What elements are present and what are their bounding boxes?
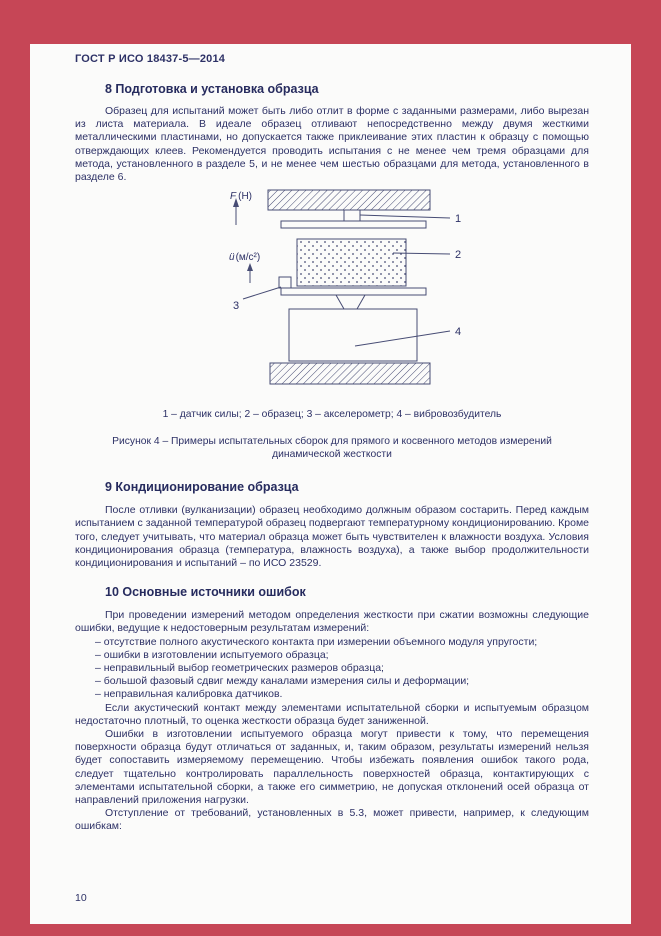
exciter-adapter — [336, 295, 365, 309]
list-item: – неправильный выбор геометрических размеров образца; — [95, 662, 384, 675]
callout-line-1 — [360, 215, 450, 218]
vibration-exciter — [289, 309, 417, 361]
specimen — [297, 239, 406, 286]
figure-legend: 1 – датчик силы; 2 – образец; 3 – акселерометр; 4 – вибровозбудитель — [162, 409, 502, 421]
test-assembly-drawing — [223, 188, 485, 396]
document-page — [30, 44, 631, 924]
section-10-paragraph-3: Ошибки в изготовлении испытуемого образца могут привести к тому, что перемещения поверхности образца будут отличаться от заданных, и, таким образом, результаты измерений нельзя будет сопоставить измеряемому перемещению. Чтобы избежать появления ошибок такого рода, следует тщательно контролировать параллельность поверхностей образца, контактирующих с элементами испытательной сборки, а также его симметрию, не допуская отклонений осей образца от направлений приложения нагрузки. — [75, 728, 589, 807]
section-9-paragraph: После отливки (вулканизации) образец необходимо должным образом состарить. Перед каждым испытанием с заданной температурой образец подвергают температурному кондиционированию. Кроме того, следует учитывать, что материал образца может быть чувствителен к влажности воздуха. Условия кондиционирования образца (температура, влажность воздуха), а также выбор продолжительности кондиционирования и испытаний – по ИСО 23529. — [75, 504, 589, 570]
section-8-title: 8 Подготовка и установка образца — [105, 82, 319, 96]
list-item: – ошибки в изготовлении испытуемого образца; — [95, 648, 329, 661]
force-sensor — [344, 210, 360, 221]
list-item: – неправильная калибровка датчиков. — [95, 688, 283, 701]
section-10-paragraph-1: При проведении измерений методом определения жесткости при сжатии возможны следующие ошибки, ведущие к недостоверным результатам измерений: — [75, 609, 589, 635]
doc-header: ГОСТ Р ИСО 18437-5—2014 — [75, 53, 226, 65]
callout-2: 2 — [455, 249, 462, 262]
callout-1: 1 — [455, 213, 462, 226]
section-9-title: 9 Кондиционирование образца — [105, 480, 299, 495]
top-plate — [281, 221, 426, 228]
section-10-paragraph-4: Отступление от требований, установленных в 5.3, может привести, например, к следующим ошибкам: — [75, 807, 589, 833]
list-item: – большой фазовый сдвиг между каналами измерения силы и деформации; — [95, 675, 470, 688]
callout-4: 4 — [455, 326, 462, 339]
acceleration-arrow — [247, 263, 253, 283]
section-10-title: 10 Основные источники ошибок — [105, 585, 306, 600]
section-8-paragraph: Образец для испытаний может быть либо отлит в форме с заданными размерами, либо вырезан из листа материала. В идеале образец отливают непосредственно между двумя жесткими металлическими пластинами, но допускается также приклеивание этих пластин к образцу с помощью отверждающих клеев. Рекомендуется проводить испытания с не менее чем тремя образцами для метода, установленного в разделе 5, и не менее чем шестью образцами для метода, установленного в разделе 6. — [75, 105, 589, 184]
section-10-paragraph-2: Если акустический контакт между элементами испытательной сборки и испытуемым образцом недостаточно плотный, то оценка жесткости образца будет заниженной. — [75, 701, 589, 727]
bottom-plate — [281, 288, 426, 295]
figure-caption: Рисунок 4 – Примеры испытательных сборок для прямого и косвенного методов измерений динамической жесткости — [112, 436, 552, 461]
page-number: 10 — [75, 892, 87, 904]
force-arrow — [233, 198, 239, 225]
error-sources-list — [75, 636, 589, 702]
force-label: F (Н) — [230, 191, 252, 203]
callout-line-3 — [243, 287, 281, 299]
figure-4-diagram — [223, 188, 485, 396]
bottom-fixture-block — [270, 363, 430, 384]
list-item: – отсутствие полного акустического контакта при измерении объемного модуля упругости; — [95, 635, 538, 648]
top-fixture-block — [268, 190, 430, 210]
acceleration-label: ü(м/с²) — [229, 252, 261, 264]
accelerometer — [279, 277, 291, 288]
callout-3: 3 — [233, 300, 240, 313]
